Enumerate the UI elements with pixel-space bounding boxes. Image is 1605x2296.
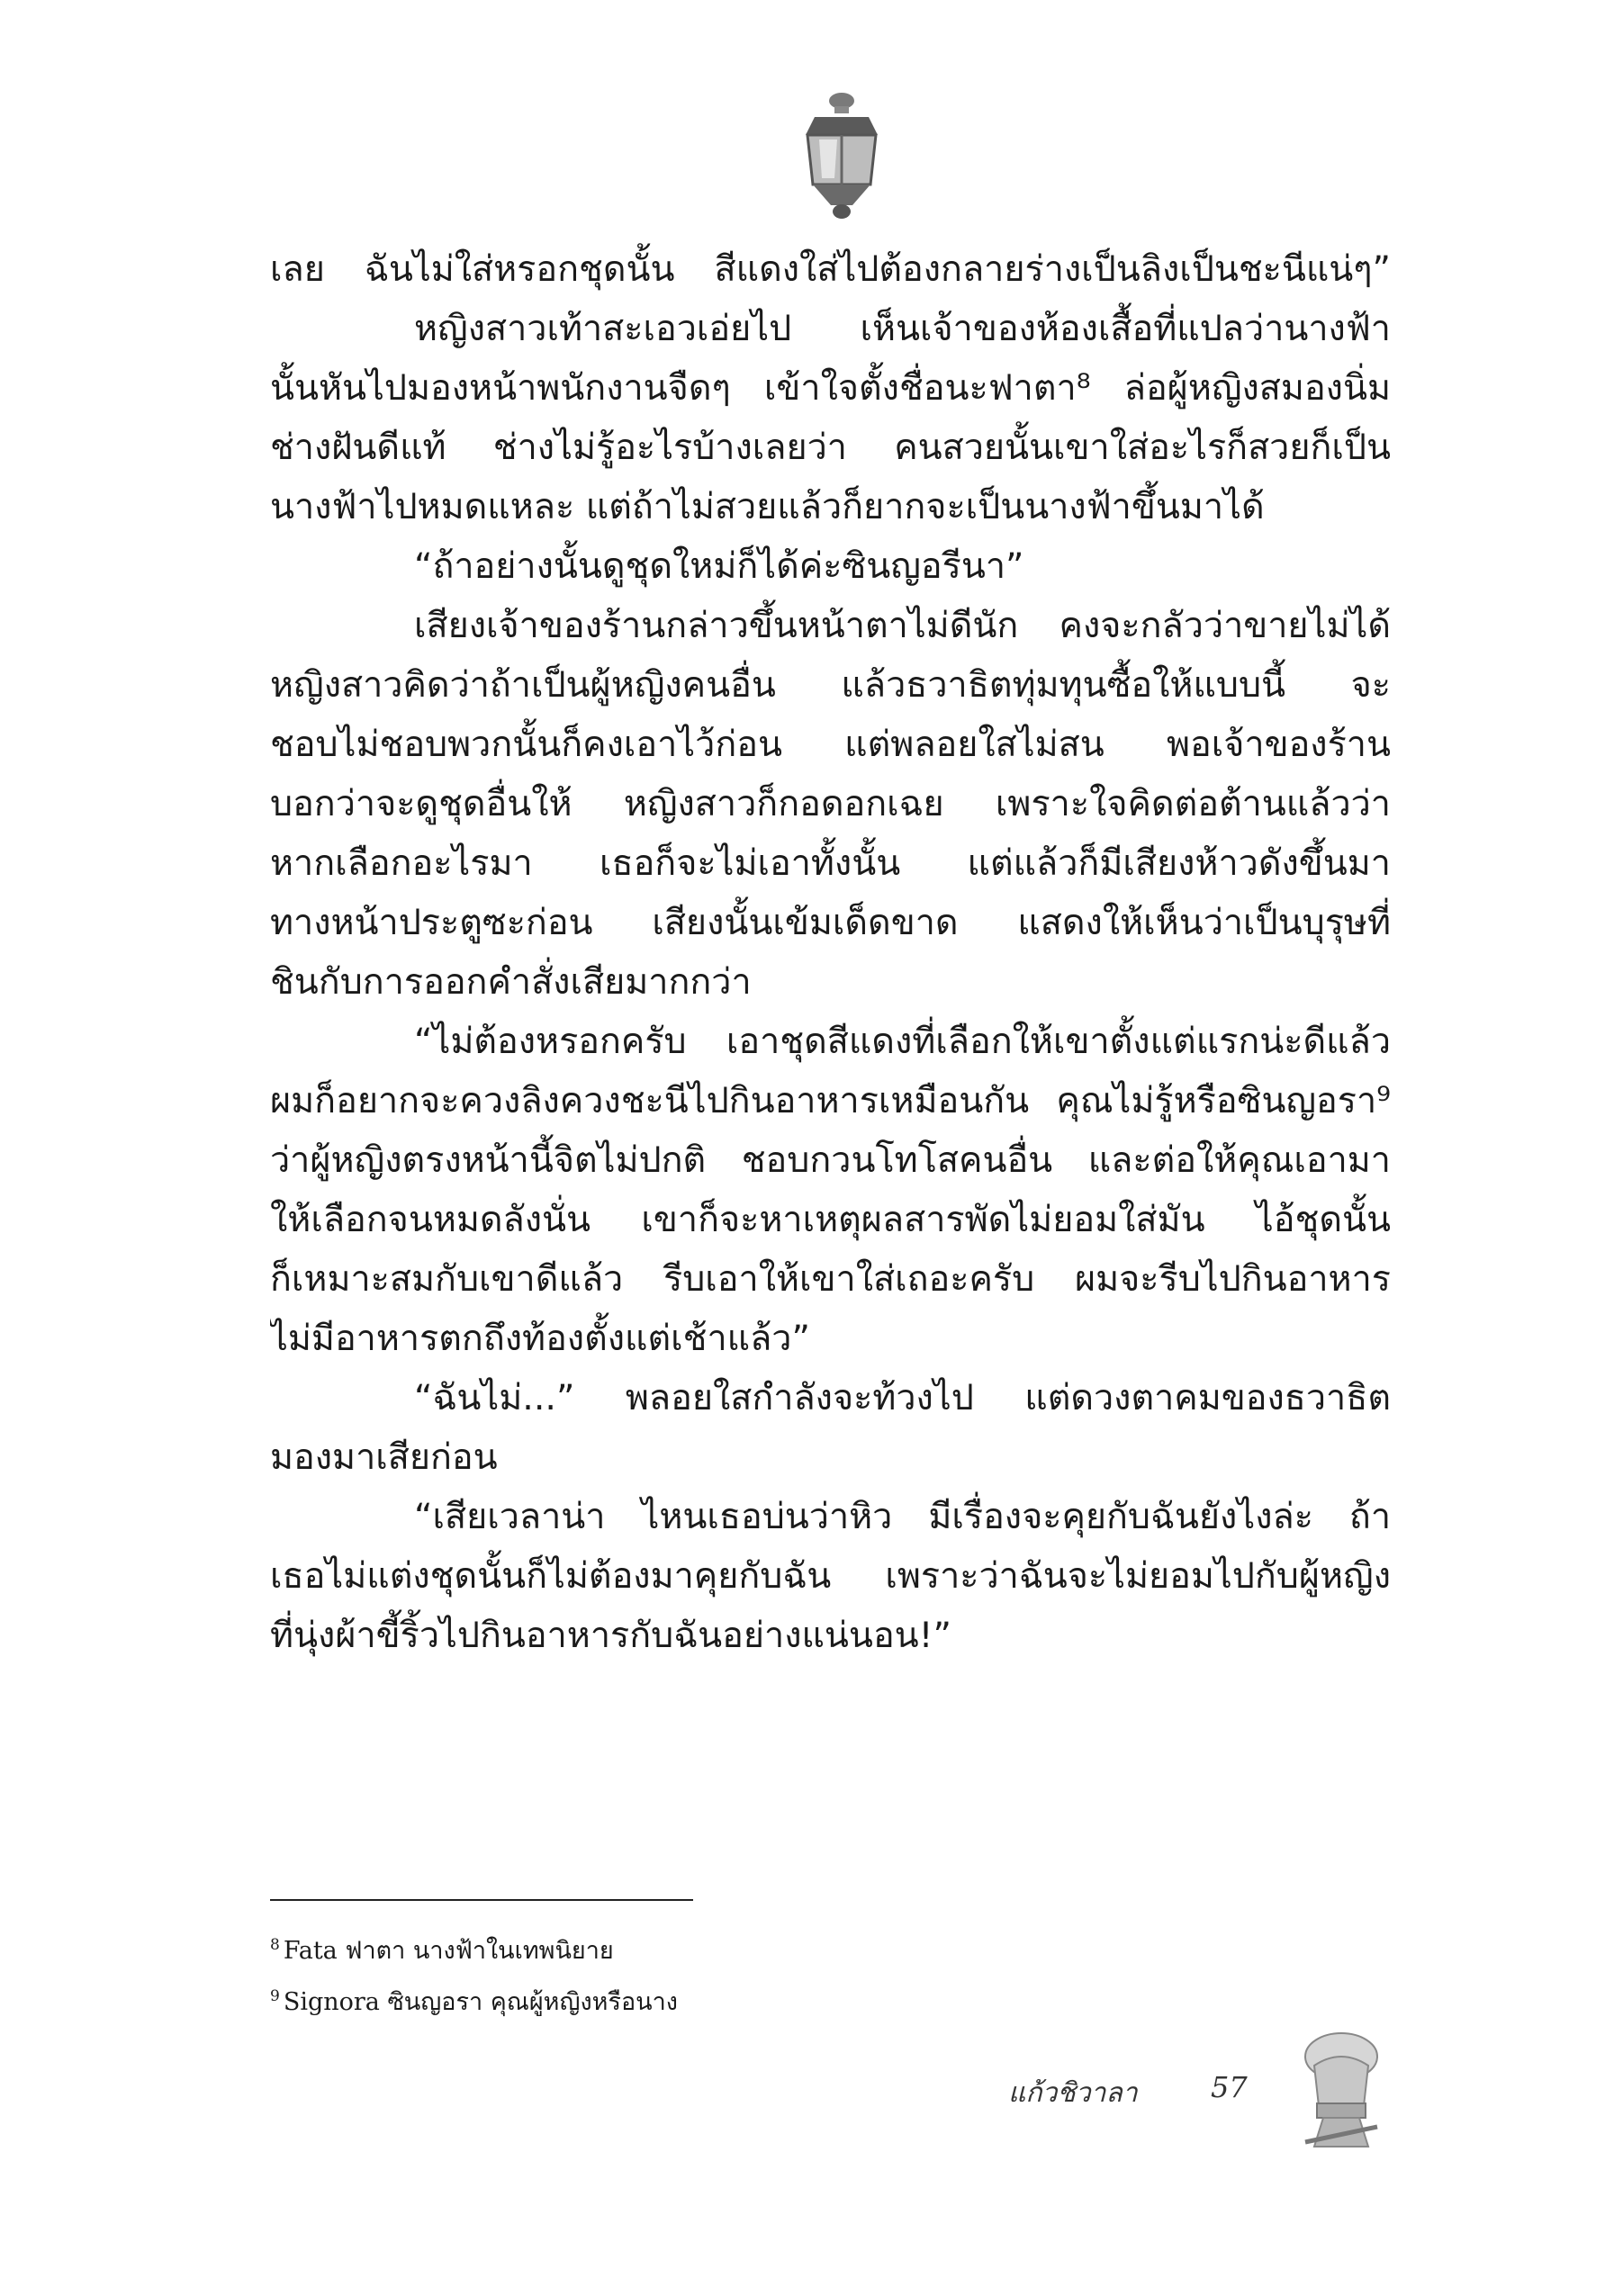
text-line: ไม่มีอาหารตกถึงท้องตั้งแต่เช้าแล้ว” [270, 1318, 810, 1359]
text-line: ผมก็อยากจะควงลิงควงชะนีไปกินอาหารเหมือนกัน คุณไม่รู้หรือซินญอรา⁹ [270, 1080, 1391, 1121]
text-line: ก็เหมาะสมกับเขาดีแล้ว รีบเอาให้เขาใส่เถอะครับ ผมจะรีบไปกินอาหาร [270, 1258, 1391, 1300]
text-line: นั้นหันไปมองหน้าพนักงานจืดๆ เข้าใจตั้งชื่อนะฟาตา⁸ ล่อผู้หญิงสมองนิ่ม [270, 367, 1391, 409]
text-line: บอกว่าจะดูชุดอื่นให้ หญิงสาวก็กอดอกเฉย เพราะใจคิดต่อต้านแล้วว่า [270, 783, 1391, 824]
body-text [270, 239, 1391, 1665]
text-line: ให้เลือกจนหมดลังนั่น เขาก็จะหาเหตุผลสารพัดไม่ยอมใส่มัน ไอ้ชุดนั้น [270, 1199, 1391, 1240]
text-line: ชินกับการออกคำสั่งเสียมากกว่า [270, 961, 752, 1003]
text-line: หญิงสาวคิดว่าถ้าเป็นผู้หญิงคนอื่น แล้วธวาธิตทุ่มทุนซื้อให้แบบนี้ จะ [270, 664, 1391, 706]
footnote-9 [270, 1982, 678, 2021]
text-line: มองมาเสียก่อน [270, 1436, 498, 1478]
text-line: หากเลือกอะไรมา เธอก็จะไม่เอาทั้งนั้น แต่แล้วก็มีเสียงห้าวดังขึ้นมา [270, 842, 1391, 884]
page-number: 57 [1211, 2070, 1248, 2104]
text-line: “ถ้าอย่างนั้นดูชุดใหม่ก็ได้ค่ะซินญอรีนา” [414, 545, 1024, 587]
footnote-text: Signora ซินญอรา คุณผู้หญิงหรือนาง [283, 1988, 678, 2016]
text-line: ว่าผู้หญิงตรงหน้านี้จิตไม่ปกติ ชอบกวนโทโสคนอื่น และต่อให้คุณเอามา [270, 1139, 1391, 1181]
text-line: เสียงเจ้าของร้านกล่าวขึ้นหน้าตาไม่ดีนัก คงจะกลัวว่าขายไม่ได้ [414, 605, 1391, 646]
text-line: เธอไม่แต่งชุดนั้นก็ไม่ต้องมาคุยกับฉัน เพราะว่าฉันจะไม่ยอมไปกับผู้หญิง [270, 1555, 1391, 1597]
text-line: ชอบไม่ชอบพวกนั้นก็คงเอาไว้ก่อน แต่พลอยใสไม่สน พอเจ้าของร้าน [270, 724, 1391, 765]
text-line: “ไม่ต้องหรอกครับ เอาชุดสีแดงที่เลือกให้เขาตั้งแต่แรกน่ะดีแล้ว [414, 1021, 1391, 1062]
chef-hat-icon [1292, 2030, 1391, 2156]
running-title: แก้วชิวาลา [1008, 2077, 1138, 2109]
text-line: ทางหน้าประตูซะก่อน เสียงนั้นเข้มเด็ดขาด แสดงให้เห็นว่าเป็นบุรุษที่ [270, 902, 1391, 943]
footnote-text: Fata ฟาตา นางฟ้าในเทพนิยาย [283, 1937, 614, 1965]
text-line: นางฟ้าไปหมดแหละ แต่ถ้าไม่สวยแล้วก็ยากจะเป็นนางฟ้าขึ้นมาได้ [270, 486, 1265, 527]
lantern-icon [788, 90, 896, 225]
text-line: ช่างฝันดีแท้ ช่างไม่รู้อะไรบ้างเลยว่า คนสวยนั้นเขาใส่อะไรก็สวยก็เป็น [270, 427, 1391, 468]
text-line: “ฉันไม่...” พลอยใสกำลังจะท้วงไป แต่ดวงตาคมของธวาธิต [414, 1377, 1391, 1418]
footnote-8 [270, 1931, 614, 1969]
text-line: ที่นุ่งผ้าขี้ริ้วไปกินอาหารกับฉันอย่างแน่นอน!” [270, 1615, 951, 1656]
footnote-marker: 9 [270, 1987, 280, 2005]
text-line: เลย ฉันไม่ใส่หรอกชุดนั้น สีแดงใส่ไปต้องกลายร่างเป็นลิงเป็นชะนีแน่ๆ” [270, 248, 1391, 290]
text-line: หญิงสาวเท้าสะเอวเอ่ยไป เห็นเจ้าของห้องเสื้อที่แปลว่านางฟ้า [414, 308, 1391, 349]
footnote-divider [270, 1899, 693, 1901]
footnote-marker: 8 [270, 1936, 280, 1954]
text-line: “เสียเวลาน่า ไหนเธอบ่นว่าหิว มีเรื่องจะคุยกับฉันยังไงล่ะ ถ้า [414, 1496, 1391, 1537]
